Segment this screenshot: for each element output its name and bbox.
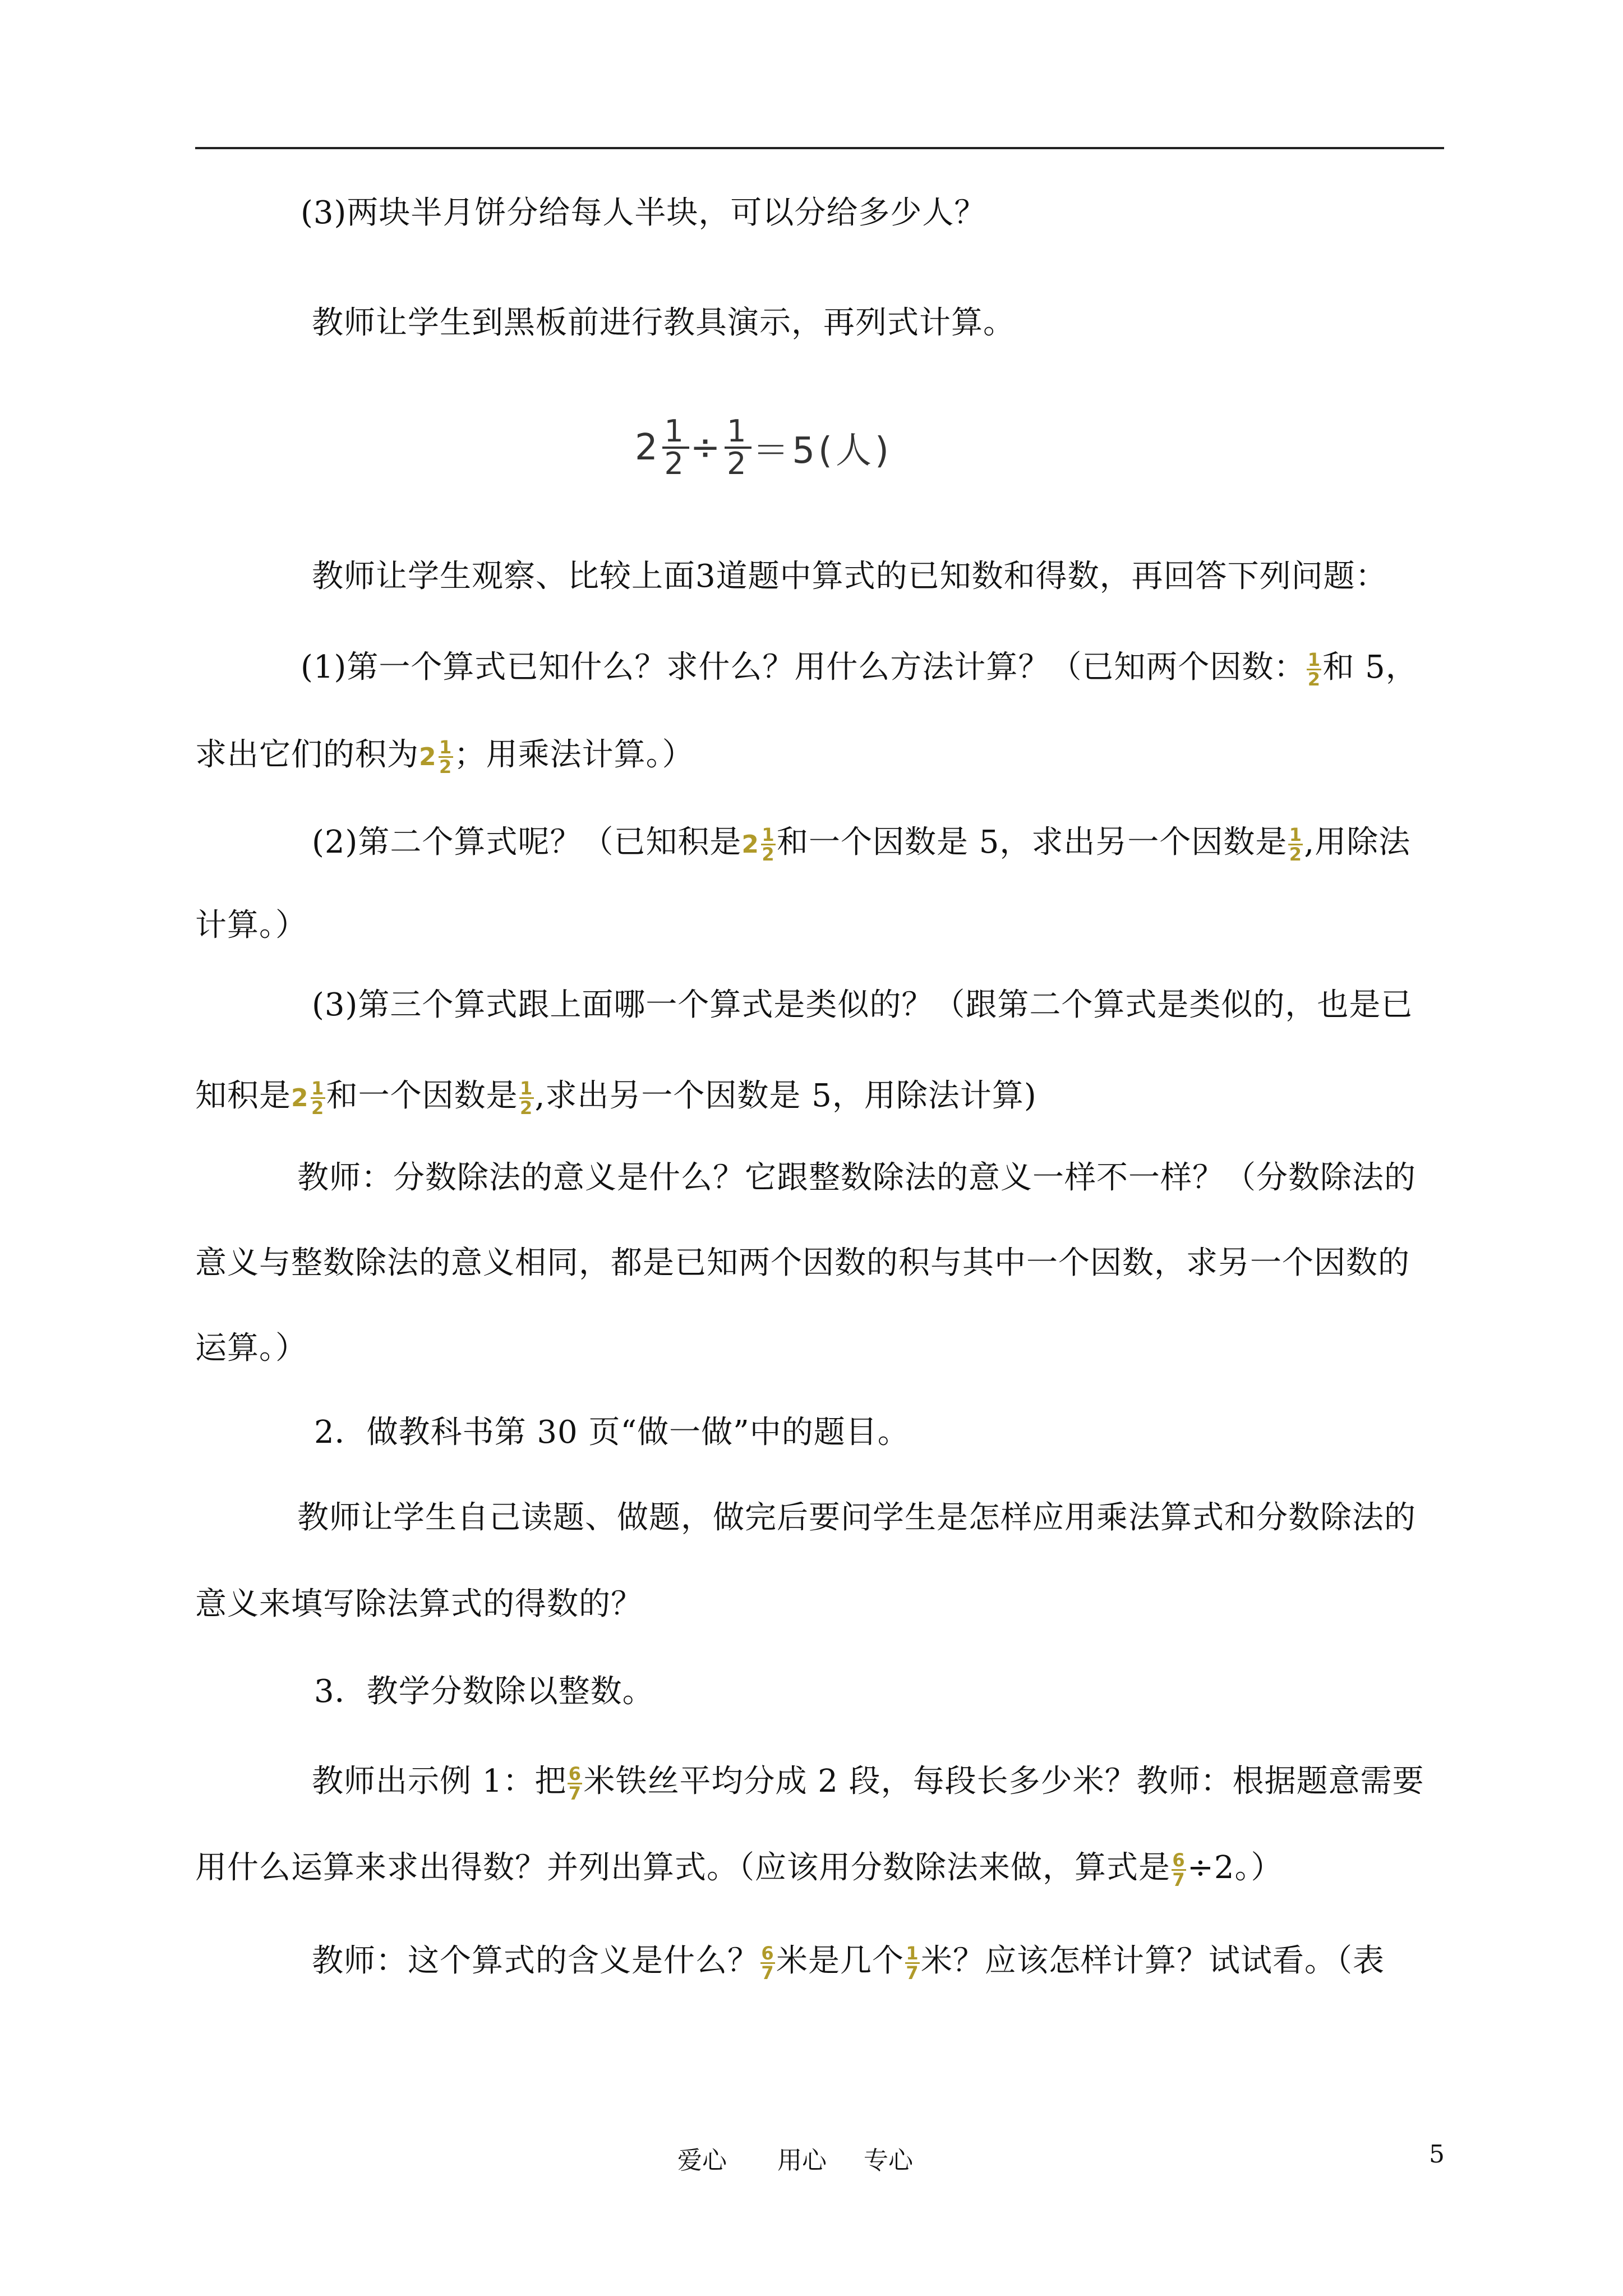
footer-focus: 专心 <box>864 2146 913 2175</box>
fraction-six-sevenths: $\frac{6}{7}$ <box>761 1943 774 1984</box>
teacher-meaning-line-2: 意义与整数除法的意义相同，都是已知两个因数的积与其中一个因数，求另一个因数的 <box>195 1245 1410 1281</box>
section-3: 3．教学分数除以整数。 <box>314 1673 654 1710</box>
fraction-two-and-half: 2 1 2 <box>419 737 453 777</box>
header-rule <box>195 147 1444 149</box>
fraction-half: $\frac{1}{2}$ <box>1307 649 1321 690</box>
equation <box>635 414 892 481</box>
fraction-two-and-half: 2 1 2 <box>741 824 775 865</box>
footer-love: 爱心 <box>677 2146 727 2175</box>
teacher-meaning-line-3: 运算。） <box>195 1330 307 1366</box>
q1-line-2: 求出它们的积为 2 1 2 ；用乘法计算。） <box>195 733 694 780</box>
section-2: 2．做教科书第 30 页“做一做”中的题目。 <box>314 1414 910 1451</box>
eq-divide: ÷ <box>690 427 724 468</box>
fraction-one-seventh: $\frac{1}{7}$ <box>906 1943 919 1984</box>
fraction-two-and-half: 2 1 2 <box>291 1078 325 1119</box>
fraction-half: $\frac{1}{2}$ <box>519 1078 533 1119</box>
paragraph-question-3: (3)两块半月饼分给每人半块，可以分给多少人？ <box>301 195 986 231</box>
example-1-line-2: 用什么运算来求出得数？并列出算式。（应该用分数除法来做，算式是 $\frac{6}{7}$ ÷2。） <box>195 1849 1283 1890</box>
eq-result: ＝5(人) <box>753 430 892 472</box>
fraction-half: $\frac{1}{2}$ <box>1289 824 1303 865</box>
footer-care: 用心 <box>777 2146 827 2175</box>
fraction-six-sevenths: $\frac{6}{7}$ <box>1172 1849 1186 1890</box>
paragraph-self-read-2: 意义来填写除法算式的得数的？ <box>195 1586 643 1622</box>
eq-fraction-1: 1 2 <box>662 417 689 478</box>
eq-whole: 2 <box>635 427 661 468</box>
fraction-six-sevenths: $\frac{6}{7}$ <box>568 1763 582 1804</box>
q3-line-1: (3)第三个算式跟上面哪一个算式是类似的？（跟第二个算式是类似的，也是已 <box>312 987 1413 1023</box>
paragraph-self-read-1: 教师让学生自己读题、做题，做完后要问学生是怎样应用乘法算式和分数除法的 <box>297 1499 1416 1536</box>
page-number: 5 <box>1429 2140 1445 2169</box>
q3-line-2: 知积是 2 1 2 和一个因数是 $\frac{1}{2}$ ,求出另一个因数是 5，用除法计算) <box>195 1074 1037 1121</box>
teacher-question-line: 教师：这个算式的含义是什么？ $\frac{6}{7}$ 米是几个 $\frac{1}{7}$ 米？应该怎样计算？试试看。（表 <box>312 1943 1385 1984</box>
paragraph-observe: 教师让学生观察、比较上面3道题中算式的已知数和得数，再回答下列问题： <box>312 558 1387 595</box>
paragraph-teacher-demo: 教师让学生到黑板前进行教具演示，再列式计算。 <box>312 305 1015 341</box>
example-1-line-1: 教师出示例 1：把 $\frac{6}{7}$ 米铁丝平均分成 2 段，每段长多少米？教师：根据题意需要 <box>312 1763 1424 1804</box>
q2-line-2: 计算。） <box>195 907 307 944</box>
teacher-meaning-line-1: 教师：分数除法的意义是什么？它跟整数除法的意义一样不一样？（分数除法的 <box>297 1159 1416 1196</box>
q1-line-1: (1)第一个算式已知什么？求什么？用什么方法计算？（已知两个因数： $\frac{1}{2}$ 和 5， <box>301 649 1418 690</box>
eq-fraction-2: 1 2 <box>725 417 751 478</box>
q2-line-1: (2)第二个算式呢？（已知积是 2 1 2 和一个因数是 5，求出另一个因数是 $\frac{1}{2}$ ,用除法 <box>312 820 1410 867</box>
